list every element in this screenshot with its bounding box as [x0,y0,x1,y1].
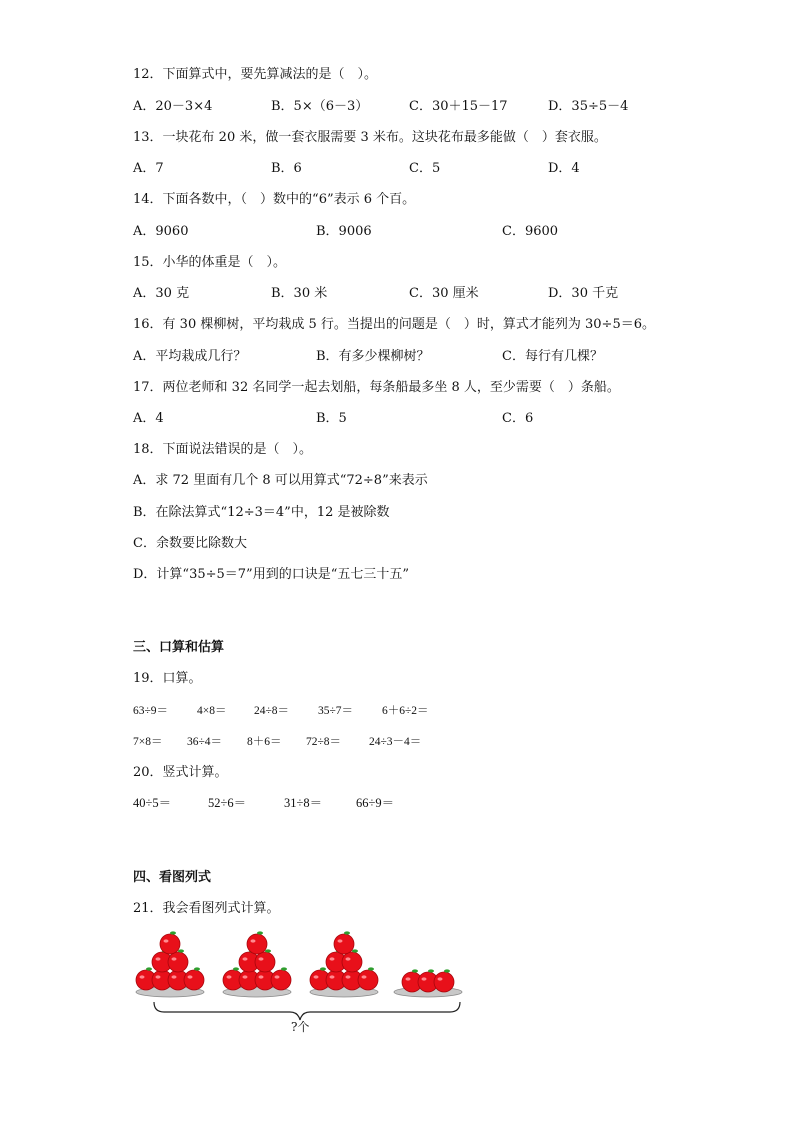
q15-option-b: B．30 米 [271,286,328,301]
q17-option-c: C．6 [502,411,534,426]
q19-item: 63÷9＝ [133,705,169,717]
q19-item: 35÷7＝ [318,705,354,717]
question-19-stem: 19．口算。 [133,671,202,686]
q13-option-b: B．6 [271,161,302,176]
q17-option-a: A．4 [133,411,164,426]
q17-option-b: B．5 [316,411,347,426]
q18-option-b: B．在除法算式“12÷3＝4”中，12 是被除数 [133,505,390,520]
q19-item: 6＋6÷2＝ [382,705,429,717]
q20-item: 31÷8＝ [284,796,323,810]
q19-item: 36÷4＝ [187,736,223,748]
apple [358,967,378,990]
q16-option-c: C．每行有几棵？ [502,349,603,364]
section-3-heading: 三、口算和估算 [133,640,225,655]
q15-option-c: C．30 厘米 [409,286,479,301]
q19-item: 24÷8＝ [254,705,290,717]
q13-option-d: D．4 [548,161,580,176]
question-16-stem: 16．有 30 棵柳树，平均栽成 5 行。当提出的问题是（ ）时，算式才能列为 30÷5＝6。 [133,317,655,332]
apples-figure [130,926,470,1026]
brace-label: ?个 [291,1020,310,1034]
plates-group [136,931,462,997]
question-12-stem: 12．下面算式中，要先算减法的是（ ）。 [133,67,378,82]
q20-item: 40÷5＝ [133,796,172,810]
apple [160,931,180,954]
q16-option-a: A．平均栽成几行？ [133,349,247,364]
q19-item: 8＋6＝ [247,736,282,748]
section-4-heading: 四、看图列式 [133,870,212,885]
q20-item: 66÷9＝ [356,796,395,810]
q14-option-c: C．9600 [502,224,559,239]
q12-option-c: C．30＋15－17 [409,99,508,114]
q18-option-c: C．余数要比除数大 [133,536,247,551]
question-18-stem: 18．下面说法错误的是（ ）。 [133,442,313,457]
q15-option-d: D．30 千克 [548,286,619,301]
q19-item: 24÷3－4＝ [369,736,422,748]
q18-option-a: A．求 72 里面有几个 8 可以用算式“72÷8”来表示 [133,473,428,488]
question-15-stem: 15．小华的体重是（ ）。 [133,255,287,270]
question-20-stem: 20．竖式计算。 [133,765,228,780]
question-13-stem: 13．一块花布 20 米，做一套衣服需要 3 米布。这块花布最多能做（ ）套衣服。 [133,130,607,145]
apple [334,931,354,954]
q13-option-a: A．7 [133,161,164,176]
q16-option-b: B．有多少棵柳树？ [316,349,430,364]
q15-option-a: A．30 克 [133,286,190,301]
q12-option-a: A．20－3×4 [133,99,213,114]
question-21-stem: 21．我会看图列式计算。 [133,901,280,916]
apple [184,967,204,990]
q20-item: 52÷6＝ [208,796,247,810]
q12-option-d: D．35÷5－4 [548,99,629,114]
apple [247,931,267,954]
q19-item: 72÷8＝ [306,736,342,748]
q19-item: 4×8＝ [197,705,227,717]
q14-option-b: B．9006 [316,224,372,239]
question-14-stem: 14．下面各数中，（ ）数中的“6”表示 6 个百。 [133,192,416,207]
q19-item: 7×8＝ [133,736,163,748]
question-17-stem: 17．两位老师和 32 名同学一起去划船，每条船最多坐 8 人，至少需要（ ）条船。 [133,380,620,395]
q13-option-c: C．5 [409,161,441,176]
apple [271,967,291,990]
q14-option-a: A．9060 [133,224,189,239]
q12-option-b: B．5×（6－3） [271,99,369,114]
apple [434,969,454,992]
q18-option-d: D．计算“35÷5＝7”用到的口诀是“五七三十五” [133,567,409,582]
